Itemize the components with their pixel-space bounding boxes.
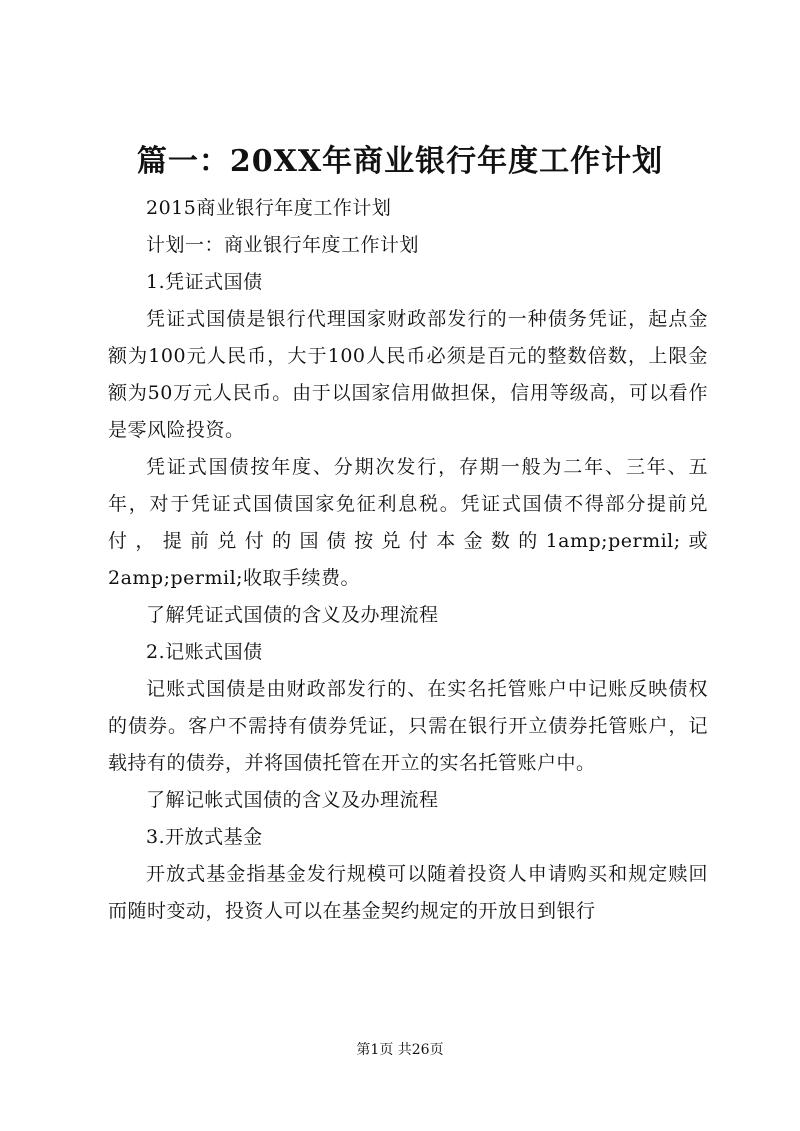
paragraph: 凭证式国债是银行代理国家财政部发行的一种债务凭证，起点金额为100元人民币，大于100人民币必须是百元的整数倍数，上限金额为50万元人民币。由于以国家信用做担保，信用等级高，可以看作是零风险投资。: [108, 308, 708, 441]
paragraph: 了解凭证式国债的含义及办理流程: [146, 604, 439, 626]
section-heading: 1.凭证式国债: [146, 271, 263, 293]
section-heading: 2.记账式国债: [146, 641, 263, 663]
paragraph: 2015商业银行年度工作计划: [146, 197, 392, 219]
document-title: 篇一：20XX年商业银行年度工作计划: [136, 144, 664, 179]
paragraph: 计划一：商业银行年度工作计划: [146, 234, 420, 256]
paragraph: 开放式基金指基金发行规模可以随着投资人申请购买和规定赎回而随时变动，投资人可以在基金契约规定的开放日到银行: [108, 863, 708, 922]
paragraph: 凭证式国债按年度、分期次发行，存期一般为二年、三年、五年，对于凭证式国债国家免征利息税。凭证式国债不得部分提前兑付，提前兑付的国债按兑付本金数的1amp;permil;或2amp;permil;收取手续费。: [108, 456, 708, 589]
document-body: [108, 190, 708, 930]
page-footer: 第1页 共26页: [356, 1042, 444, 1058]
paragraph: 记账式国债是由财政部发行的、在实名托管账户中记账反映债权的债券。客户不需持有债券凭证，只需在银行开立债券托管账户，记载持有的债券，并将国债托管在开立的实名托管账户中。: [108, 678, 708, 774]
paragraph: 了解记帐式国债的含义及办理流程: [146, 789, 439, 811]
section-heading: 3.开放式基金: [146, 826, 263, 848]
